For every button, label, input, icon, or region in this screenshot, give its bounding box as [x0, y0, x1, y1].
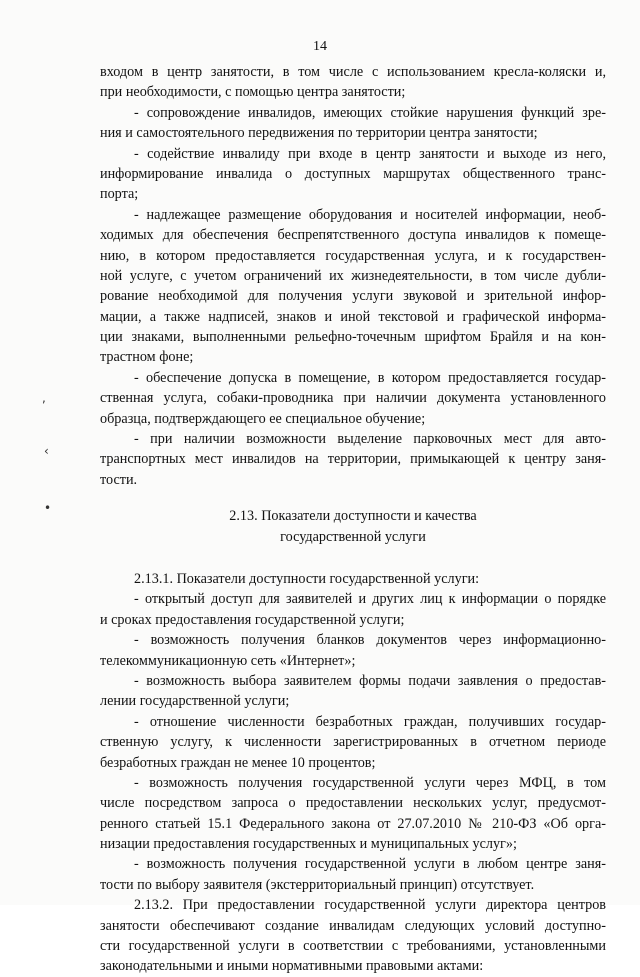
section-heading	[100, 506, 606, 547]
text-line: - содействие инвалиду при входе в центр занятости и выходе из него,	[134, 145, 606, 162]
text-line: - возможность получения бланков документов через информационно-	[134, 632, 606, 649]
document-body	[100, 62, 606, 977]
margin-mark: •	[44, 501, 52, 515]
text-line: 2.13.2. При предоставлении государственной услуги директора центров	[134, 897, 606, 914]
text-line: телекоммуникационную сеть «Интернет»;	[100, 652, 356, 669]
text-line: ственная услуга, собаки-проводника при наличии документа установленного	[100, 390, 606, 407]
section-heading-line: государственной услуги	[280, 528, 426, 545]
margin-mark: ‹	[44, 444, 49, 458]
text-line: - обеспечение допуска в помещение, в котором предоставляется государ-	[134, 369, 606, 386]
margin-mark: ,	[42, 391, 46, 405]
text-line: - открытый доступ для заявителей и других лиц к информации о порядке	[134, 591, 606, 608]
paragraph-block-accessibility-conditions	[100, 62, 606, 490]
text-line: - сопровождение инвалидов, имеющих стойкие нарушения функций зре-	[134, 104, 606, 121]
text-line: - возможность выбора заявителем формы подачи заявления о предостав-	[134, 672, 606, 689]
text-line: занятости обеспечивают создание инвалидам следующих условий доступно-	[100, 917, 606, 934]
text-line: и сроках предоставления государственной услуги;	[100, 611, 405, 628]
text-line: транспортных мест инвалидов на территории, примыкающей к центру заня-	[100, 451, 606, 468]
text-line: тости.	[100, 471, 138, 488]
text-line: мации, а также надписей, знаков и иной текстовой и графической информа-	[100, 308, 606, 325]
text-line: числе посредством запроса о предоставлении нескольких услуг, предусмот-	[100, 795, 606, 812]
text-line: - при наличии возможности выделение парковочных мест для авто-	[134, 431, 606, 448]
text-line: входом в центр занятости, в том числе с использованием кресла-коляски и,	[100, 64, 606, 80]
text-line: информирование инвалида о доступных маршрутах общественного транс-	[100, 165, 606, 182]
section-heading-line: 2.13. Показатели доступности и качества	[229, 508, 477, 525]
text-line: ции знаками, выполненными рельефно-точечным шрифтом Брайля и на кон-	[100, 329, 606, 346]
text-line: - возможность получения государственной услуги в любом центре заня-	[134, 856, 606, 873]
text-line: ственную услугу, к численности зарегистрированных в отчетном периоде	[100, 734, 606, 751]
text-line: сти государственной услуги в соответствии с требованиями, установленными	[100, 938, 606, 955]
text-line: - надлежащее размещение оборудования и носителей информации, необ-	[134, 206, 606, 223]
text-line: ния и самостоятельного передвижения по территории центра занятости;	[100, 125, 538, 142]
text-line: нию, в котором предоставляется государственная услуга, и к государствен-	[100, 247, 606, 264]
text-line: рование необходимой для получения услуги звуковой и зрительной инфор-	[100, 288, 606, 305]
paragraph-block-accessibility-indicators	[100, 569, 606, 977]
text-line: - возможность получения государственной услуги через МФЦ, в том	[134, 774, 606, 791]
text-line: 2.13.1. Показатели доступности государственной услуги:	[134, 570, 480, 587]
text-line: при необходимости, с помощью центра занятости;	[100, 84, 406, 101]
text-line: низации предоставления государственных и муниципальных услуг»;	[100, 836, 517, 853]
text-line: ренного статьей 15.1 Федерального закона от 27.07.2010 № 210-ФЗ «Об орга-	[100, 815, 606, 832]
page-number: 14	[313, 39, 327, 54]
text-line: тости по выбору заявителя (экстерриториальный принцип) отсутствует.	[100, 876, 535, 893]
text-line: - отношение численности безработных граждан, получивших государ-	[134, 713, 606, 730]
text-line: трастном фоне;	[100, 349, 194, 366]
text-line: порта;	[100, 186, 139, 203]
text-line: образца, подтверждающего ее специальное обучение;	[100, 410, 426, 427]
text-line: законодательными и иными нормативными правовыми актами:	[100, 958, 484, 975]
text-line: безработных граждан не менее 10 процентов;	[100, 754, 376, 771]
text-line: ной услуге, с учетом ограничений их жизнедеятельности, в том числе дубли-	[100, 267, 606, 284]
text-line: ходимых для обеспечения беспрепятственного доступа инвалидов к помеще-	[100, 227, 606, 244]
text-line: лении государственной услуги;	[100, 693, 290, 710]
